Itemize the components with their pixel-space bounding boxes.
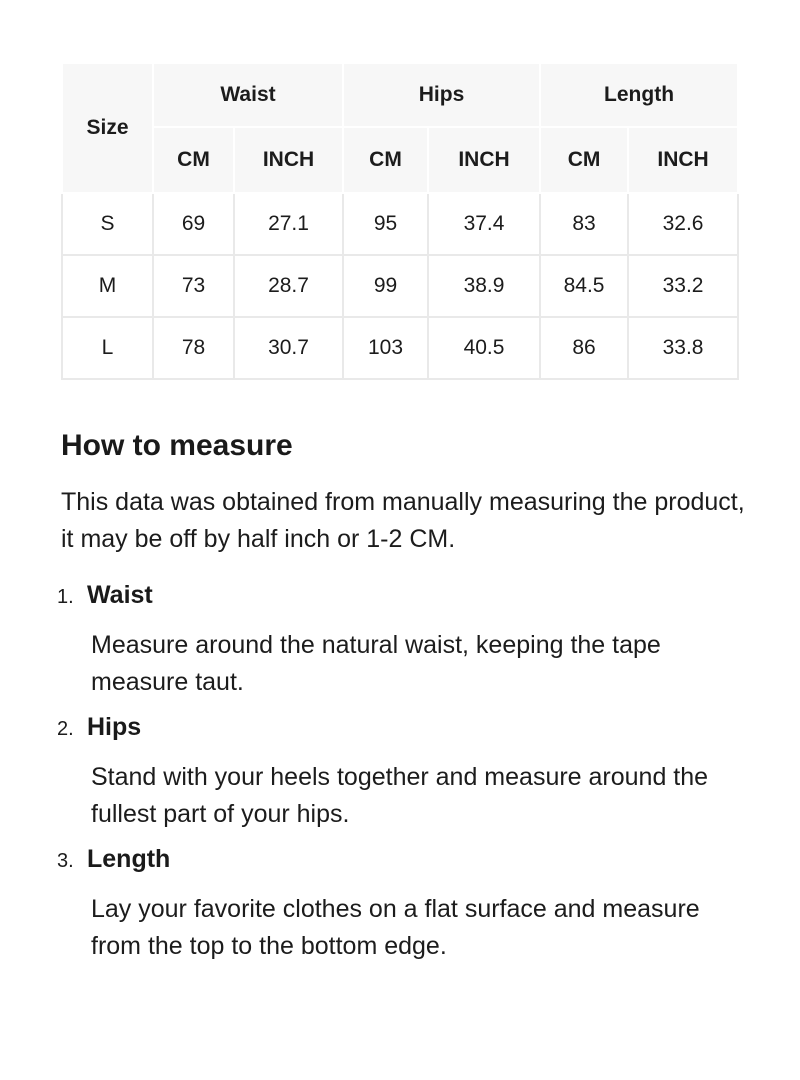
step-number: 3. (57, 850, 74, 872)
value-cell: 99 (343, 255, 428, 317)
step-number: 1. (57, 586, 74, 608)
value-cell: 69 (153, 193, 234, 255)
value-cell: 32.6 (628, 193, 738, 255)
size-cell: L (62, 317, 153, 379)
step-description: Lay your favorite clothes on a flat surface and measure from the top to the bottom edge. (91, 895, 700, 960)
table-corner-header-size: Size (62, 63, 153, 193)
step-item-waist (57, 580, 760, 701)
step-description: Measure around the natural waist, keeping the tape measure taut. (91, 631, 661, 696)
step-title: Hips (87, 713, 142, 741)
measure-steps-list (57, 580, 760, 965)
step-title: Waist (87, 581, 153, 609)
value-cell: 78 (153, 317, 234, 379)
value-cell: 83 (540, 193, 628, 255)
unit-header-waist-cm: CM (153, 127, 234, 193)
step-description: Stand with your heels together and measure around the fullest part of your hips. (91, 763, 709, 828)
group-header-hips: Hips (343, 63, 540, 127)
unit-header-hips-cm: CM (343, 127, 428, 193)
value-cell: 33.2 (628, 255, 738, 317)
step-item-hips (57, 712, 760, 833)
value-cell: 103 (343, 317, 428, 379)
intro-paragraph: This data was obtained from manually measuring the product, it may be off by half inch or 1-2 CM. (61, 488, 745, 553)
value-cell: 28.7 (234, 255, 343, 317)
value-cell: 37.4 (428, 193, 540, 255)
step-number: 2. (57, 718, 74, 740)
value-cell: 86 (540, 317, 628, 379)
step-title: Length (87, 845, 171, 873)
value-cell: 30.7 (234, 317, 343, 379)
value-cell: 40.5 (428, 317, 540, 379)
table-row-size-s (62, 193, 738, 255)
size-cell: M (62, 255, 153, 317)
size-chart-table (61, 62, 739, 380)
table-row-size-m (62, 255, 738, 317)
group-header-waist: Waist (153, 63, 343, 127)
group-header-length: Length (540, 63, 738, 127)
unit-header-hips-inch: INCH (428, 127, 540, 193)
step-item-length (57, 844, 760, 965)
value-cell: 33.8 (628, 317, 738, 379)
table-row-size-l (62, 317, 738, 379)
unit-header-waist-inch: INCH (234, 127, 343, 193)
value-cell: 27.1 (234, 193, 343, 255)
value-cell: 38.9 (428, 255, 540, 317)
unit-header-length-cm: CM (540, 127, 628, 193)
value-cell: 95 (343, 193, 428, 255)
unit-header-length-inch: INCH (628, 127, 738, 193)
value-cell: 73 (153, 255, 234, 317)
value-cell: 84.5 (540, 255, 628, 317)
size-cell: S (62, 193, 153, 255)
how-to-measure-heading: How to measure (61, 429, 293, 462)
